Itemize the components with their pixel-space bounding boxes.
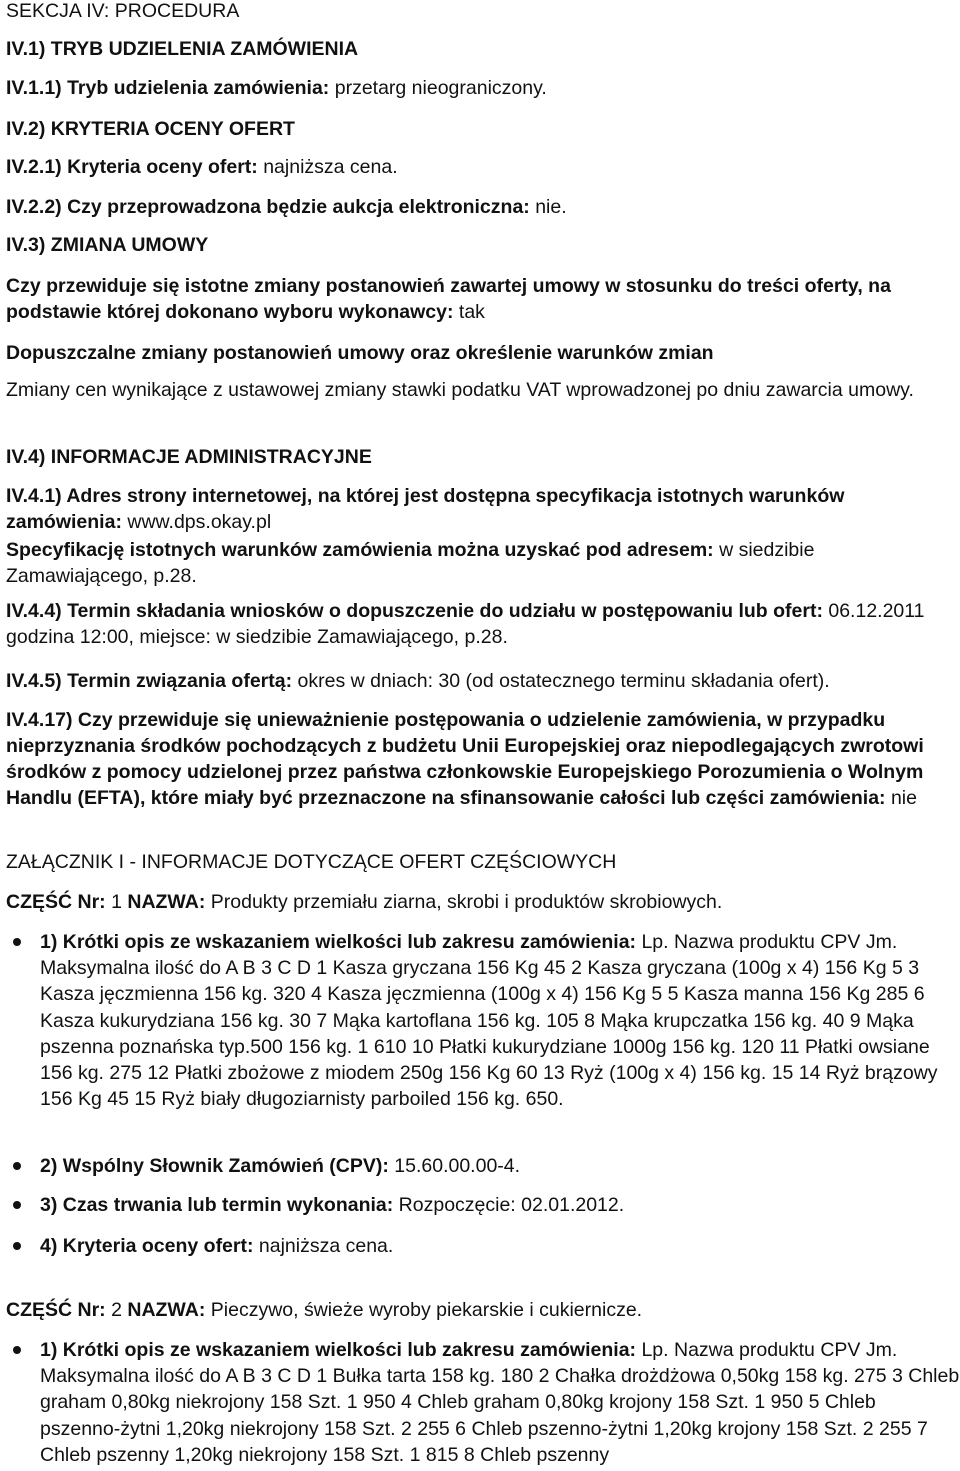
iv1-heading: IV.1) TRYB UDZIELENIA ZAMÓWIENIA bbox=[6, 38, 359, 60]
iv45-value: okres w dniach: 30 (od ostatecznego terminu składania ofert). bbox=[292, 670, 830, 692]
iv41-spec-label: Specyfikację istotnych warunków zamówienia można uzyskać pod adresem: bbox=[6, 539, 714, 561]
iv22-value: nie. bbox=[529, 196, 567, 218]
part1-bullet-4 bbox=[6, 1233, 960, 1259]
iv11-value: przetarg nieograniczony. bbox=[329, 77, 547, 99]
part2-b1-value: Lp. Nazwa produktu CPV Jm. Maksymalna ilość do A B 3 C D 1 Bułka tarta 158 kg. 180 2 Chałka drożdżowa 0,50kg 158 kg. 275 3 Chleb graham 0,80kg niekrojony 158 Szt. 1 950 4 Chleb graham 0,80kg krojony 158 Szt. 1 950 5 Chleb pszenno-żytni 1,20kg niekrojony 158 Szt. 2 255 6 Chleb pszenno-żytni 1,20kg krojony 158 Szt. 2 255 7 Chleb pszenny 1,20kg niekrojony 158 Szt. 1 815 8 Chleb pszenny bbox=[40, 1339, 960, 1466]
bullet-dot bbox=[13, 1346, 21, 1354]
iv11-line bbox=[6, 74, 547, 102]
iv2-heading: IV.2) KRYTERIA OCENY OFERT bbox=[6, 118, 295, 140]
part1-b2-label: 2) Wspólny Słownik Zamówień (CPV): bbox=[40, 1155, 389, 1177]
iv3-allowed-text: Zmiany cen wynikające z ustawowej zmiany stawki podatku VAT wprowadzonej po dniu zawarcia umowy. bbox=[6, 379, 914, 401]
iv3-allowed-heading: Dopuszczalne zmiany postanowień umowy oraz określenie warunków zmian bbox=[6, 342, 714, 364]
part1-b4-label: 4) Kryteria oceny ofert: bbox=[40, 1235, 254, 1257]
iv21-label: IV.2.1) Kryteria oceny ofert: bbox=[6, 156, 258, 178]
part2-nr: 2 bbox=[105, 1299, 128, 1321]
bullet-dot bbox=[13, 938, 21, 946]
part1-b4-value: najniższa cena. bbox=[253, 1235, 394, 1257]
iv44-value: 06.12.2011 godzina 12:00, miejsce: w siedzibie Zamawiającego, p.28. bbox=[6, 600, 925, 648]
part2-name-label: NAZWA: bbox=[127, 1299, 206, 1321]
iv44-line bbox=[6, 598, 956, 650]
iv21-value: najniższa cena. bbox=[257, 156, 398, 178]
iv41-line bbox=[6, 483, 956, 535]
iv41-value: www.dps.okay.pl bbox=[121, 511, 272, 533]
part1-nr: 1 bbox=[105, 891, 128, 913]
iv417-value: nie bbox=[885, 787, 917, 809]
iv3-question bbox=[6, 273, 956, 325]
part1-b2-value: 15.60.00.00-4. bbox=[388, 1155, 521, 1177]
annex-title: ZAŁĄCZNIK I - INFORMACJE DOTYCZĄCE OFERT CZĘŚCIOWYCH bbox=[6, 851, 617, 873]
bullet-dot bbox=[13, 1162, 21, 1170]
iv21-line bbox=[6, 153, 398, 181]
iv45-label: IV.4.5) Termin związania ofertą: bbox=[6, 670, 293, 692]
bullet-dot bbox=[13, 1242, 21, 1250]
iv417-line bbox=[6, 707, 948, 811]
part2-name: Pieczywo, świeże wyroby piekarskie i cukiernicze. bbox=[205, 1299, 643, 1321]
bullet-dot bbox=[13, 1201, 21, 1209]
iv4-heading: IV.4) INFORMACJE ADMINISTRACYJNE bbox=[6, 446, 372, 468]
part1-b3-label: 3) Czas trwania lub termin wykonania: bbox=[40, 1194, 394, 1216]
part2-b1-label: 1) Krótki opis ze wskazaniem wielkości lub zakresu zamówienia: bbox=[40, 1339, 637, 1361]
iv41-spec-value: w siedzibie Zamawiającego, p.28. bbox=[6, 539, 815, 587]
iv45-line bbox=[6, 667, 830, 695]
part1-bullet-2 bbox=[6, 1153, 960, 1179]
part1-bullet-3 bbox=[6, 1192, 960, 1218]
iv3-question-label: Czy przewiduje się istotne zmiany postanowień zawartej umowy w stosunku do treści oferty, na podstawie której dokonano wyboru wykonawcy: bbox=[6, 275, 891, 323]
part1-bullet-1 bbox=[6, 929, 960, 1112]
part1-nr-label: CZĘŚĆ Nr: bbox=[6, 891, 106, 913]
part1-b1-value: Lp. Nazwa produktu CPV Jm. Maksymalna ilość do A B 3 C D 1 Kasza gryczana 156 Kg 45 2 Kasza gryczana (100g x 4) 156 Kg 5 3 Kasza jęczmienna 156 kg. 320 4 Kasza jęczmienna (100g x 4) 156 Kg 5 5 Kasza manna 156 Kg 285 6 Kasza kukurydziana 156 kg. 30 7 Mąka kartoflana 156 kg. 105 8 Mąka krupczatka 156 kg. 40 9 Mąka pszenna poznańska typ.500 156 kg. 1 610 10 Płatki kukurydziane 1000g 156 kg. 120 11 Płatki owsiane 156 kg. 275 12 Płatki zbożowe z miodem 250g 156 Kg 60 13 Ryż (100g x 4) 156 kg. 15 14 Ryż brązowy 156 Kg 45 15 Ryż biały długoziarnisty parboiled 156 kg. 650. bbox=[40, 931, 938, 1111]
part1-header bbox=[6, 888, 722, 916]
iv44-label: IV.4.4) Termin składania wniosków o dopuszczenie do udziału w postępowaniu lub ofert: bbox=[6, 600, 823, 622]
iv41-spec-line bbox=[6, 537, 941, 589]
part2-bullet-1 bbox=[6, 1337, 960, 1468]
part1-name: Produkty przemiału ziarna, skrobi i produktów skrobiowych. bbox=[205, 891, 723, 913]
part2-nr-label: CZĘŚĆ Nr: bbox=[6, 1299, 106, 1321]
section-title: SEKCJA IV: PROCEDURA bbox=[6, 0, 240, 22]
iv3-heading: IV.3) ZMIANA UMOWY bbox=[6, 234, 209, 256]
part1-b3-value: Rozpoczęcie: 02.01.2012. bbox=[393, 1194, 625, 1216]
iv41-label: IV.4.1) Adres strony internetowej, na której jest dostępna specyfikacja istotnych warunków zamówienia: bbox=[6, 485, 845, 533]
part1-name-label: NAZWA: bbox=[127, 891, 206, 913]
iv11-label: IV.1.1) Tryb udzielenia zamówienia: bbox=[6, 77, 330, 99]
iv417-label: IV.4.17) Czy przewiduje się unieważnienie postępowania o udzielenie zamówienia, w przypadku nieprzyznania środków pochodzących z budżetu Unii Europejskiej oraz niepodlegających zwrotowi środków z pomocy udzielonej przez państwa członkowskie Europejskiego Porozumienia o Wolnym Handlu (EFTA), które miały być przeznaczone na sfinansowanie całości lub części zamówienia: bbox=[6, 709, 924, 809]
iv22-label: IV.2.2) Czy przeprowadzona będzie aukcja elektroniczna: bbox=[6, 196, 530, 218]
iv3-question-value: tak bbox=[453, 301, 485, 323]
part1-b1-label: 1) Krótki opis ze wskazaniem wielkości lub zakresu zamówienia: bbox=[40, 931, 637, 953]
iv22-line bbox=[6, 193, 567, 221]
part2-header bbox=[6, 1296, 642, 1324]
